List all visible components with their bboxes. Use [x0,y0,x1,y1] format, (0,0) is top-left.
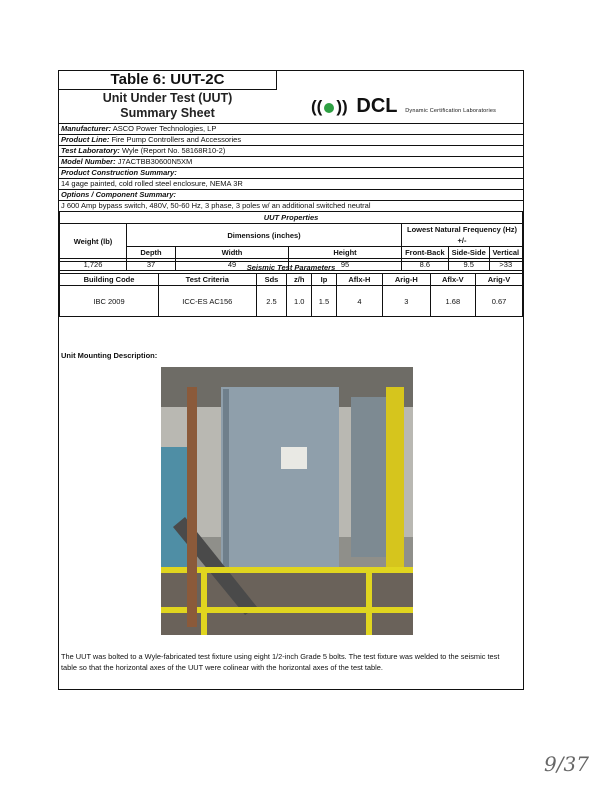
col-arig-v: Arig-V [476,274,523,286]
col-ip: Ip [312,274,337,286]
value-zh: 1.0 [287,286,312,317]
col-zh: z/h [287,274,312,286]
col-depth: Depth [127,247,176,259]
sheet-subtitle [59,91,276,121]
value-arig-v: 0.67 [476,286,523,317]
value-ip: 1.5 [312,286,337,317]
options-label-row [59,189,523,200]
logo-text: DCL [356,95,398,117]
col-side-side: Side-Side [448,247,489,259]
mounting-description: The UUT was bolted to a Wyle-fabricated test fixture using eight 1/2-inch Grade 5 bolts. The test fixture was welded to the seismic test table so that the horizontal axes of the UUT were colinear with the horizontal axes of the test table. [61,652,500,672]
weight-label: Weight (lb) [60,224,127,259]
value-weight: 1,726 [60,259,127,271]
value-height: 95 [289,259,402,271]
col-aflx-v: Aflx-V [430,274,475,286]
col-front-back: Front-Back [402,247,449,259]
logo-dot-icon [324,103,334,113]
sheet-header [59,71,523,123]
field-label: Test Laboratory: [61,146,120,155]
col-arig-h: Arig-H [382,274,430,286]
field-value: ASCO Power Technologies, LP [112,124,217,133]
options-value: J 600 Amp bypass switch, 480V, 50-60 Hz, 3 phase, 3 poles w/ an additional switched neutral [61,201,371,210]
uut-properties-heading: UUT Properties [60,212,523,224]
value-test-criteria: ICC-ES AC156 [159,286,257,317]
field-value: Fire Pump Controllers and Accessories [111,135,242,144]
field-value: Wyle (Report No. 58168R10-2) [122,146,226,155]
page-mark: 9/37 [544,752,589,776]
col-building-code: Building Code [60,274,159,286]
col-height: Height [289,247,402,259]
value-aflx-v: 1.68 [430,286,475,317]
subtitle-line1: Unit Under Test (UUT) [102,91,233,105]
field-model-number [59,156,523,167]
value-front-back: 8.6 [402,259,449,271]
table-title: Table 6: UUT-2C [59,71,277,90]
field-value: J7ACTBB30600N5XM [117,157,193,166]
construction-label: Product Construction Summary: [61,168,177,177]
field-manufacturer [59,123,523,134]
construction-label-row [59,167,523,178]
col-vertical: Vertical [489,247,522,259]
value-width: 49 [176,259,289,271]
col-sds: Sds [256,274,287,286]
subtitle-line2: Summary Sheet [120,106,215,120]
construction-value: 14 gage painted, cold rolled steel enclosure, NEMA 3R [61,179,243,188]
uut-photo-illustration [161,367,413,635]
dcl-logo [311,95,496,118]
uut-photo [161,367,413,635]
col-width: Width [176,247,289,259]
seismic-parameters-table [59,261,523,317]
field-label: Product Line: [61,135,110,144]
construction-value-row [59,178,523,189]
summary-sheet [58,70,524,690]
value-vertical: >33 [489,259,522,271]
options-value-row [59,200,523,211]
col-test-criteria: Test Criteria [159,274,257,286]
field-product-line [59,134,523,145]
logo-wave-icon: (( [311,97,323,116]
field-test-laboratory [59,145,523,156]
logo-subtitle: Dynamic Certification Laboratories [405,108,497,114]
col-aflx-h: Aflx-H [336,274,382,286]
field-label: Manufacturer: [61,124,112,133]
value-arig-h: 3 [382,286,430,317]
value-sds: 2.5 [256,286,287,317]
options-label: Options / Component Summary: [61,190,177,199]
logo-wave-icon-right: )) [336,97,348,116]
dimensions-label: Dimensions (inches) [127,224,402,247]
value-side-side: 9.5 [448,259,489,271]
value-aflx-h: 4 [336,286,382,317]
field-label: Model Number: [61,157,116,166]
value-building-code: IBC 2009 [60,286,159,317]
mounting-label: Unit Mounting Description: [61,351,158,360]
value-depth: 37 [127,259,176,271]
seismic-heading: Seismic Test Parameters [60,262,523,274]
frequency-label: Lowest Natural Frequency (Hz) +/- [402,224,523,247]
